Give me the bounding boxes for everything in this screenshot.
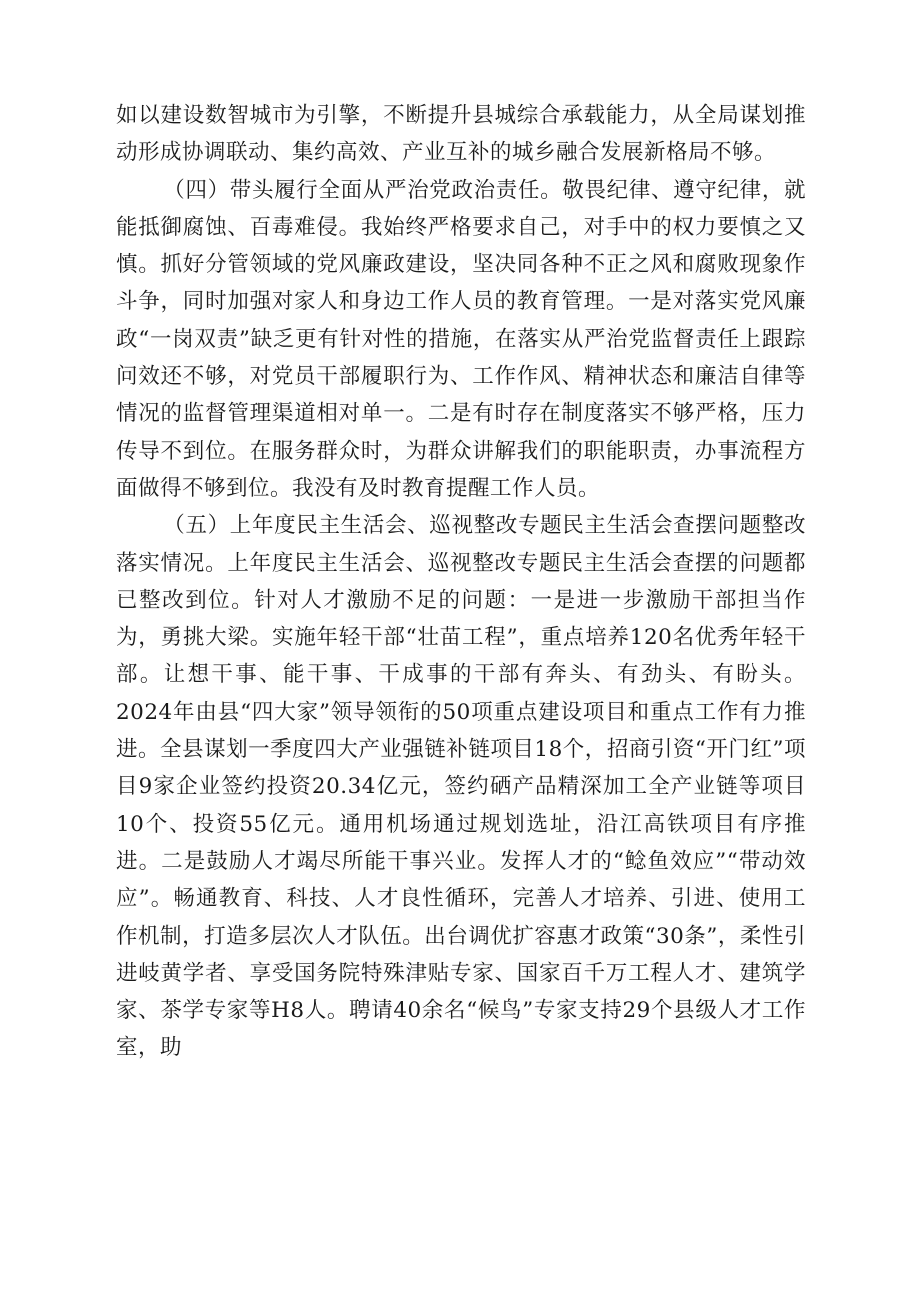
body-text [116,97,806,1067]
paragraph-continuation: 如以建设数智城市为引擎，不断提升县城综合承载能力，从全局谋划推动形成协调联动、集约高效、产业互补的城乡融合发展新格局不够。 [116,103,806,166]
paragraph-section-5: （五）上年度民主生活会、巡视整改专题民主生活会查摆问题整改落实情况。上年度民主生活会、巡视整改专题民主生活会查摆的问题都已整改到位。针对人才激励不足的问题：一是进一步激励干部担当作为，勇挑大梁。实施年轻干部“壮苗工程”，重点培养120名优秀年轻干部。让想干事、能干事、干成事的干部有奔头、有劲头、有盼头。2024年由县“四大家”领导领衔的50项重点建设项目和重点工作有力推进。全县谋划一季度四大产业强链补链项目18个，招商引资“开门红”项目9家企业签约投资20.34亿元，签约硒产品精深加工全产业链等项目10个、投资55亿元。通用机场通过规划选址，沿江高铁项目有序推进。二是鼓励人才竭尽所能干事兴业。发挥人才的“鲶鱼效应”“带动效应”。畅通教育、科技、人才良性循环，完善人才培养、引进、使用工作机制，打造多层次人才队伍。出台调优扩容惠才政策“30条”，柔性引进岐黄学者、享受国务院特殊津贴专家、国家百千万工程人才、建筑学家、茶学专家等H8人。聘请40余名“候鸟”专家支持29个县级人才工作室，助 [116,513,806,1061]
paragraph-section-4: （四）带头履行全面从严治党政治责任。敬畏纪律、遵守纪律，就能抵御腐蚀、百毒难侵。我始终严格要求自己，对手中的权力要慎之又慎。抓好分管领域的党风廉政建设，坚决同各种不正之风和腐败现象作斗争，同时加强对家人和身边工作人员的教育管理。一是对落实党风廉政“一岗双责”缺乏更有针对性的措施，在落实从严治党监督责任上跟踪问效还不够，对党员干部履职行为、工作作风、精神状态和廉洁自律等情况的监督管理渠道相对单一。二是有时存在制度落实不够严格，压力传导不到位。在服务群众时，为群众讲解我们的职能职责，办事流程方面做得不够到位。我没有及时教育提醒工作人员。 [116,177,806,501]
